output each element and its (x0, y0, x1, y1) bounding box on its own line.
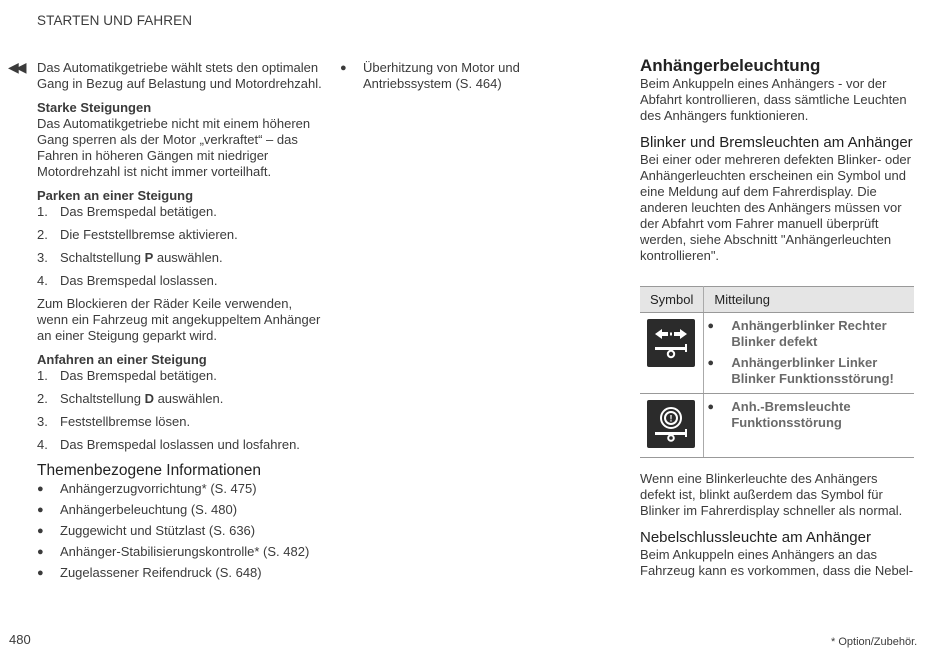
related-link[interactable]: ● Zugelassener Reifendruck (S. 648) (37, 565, 262, 580)
list-item: 3. Feststellbremse lösen. (37, 414, 191, 429)
related-link[interactable]: ● Überhitzung von Motor und Antriebssystem (S. 464) (340, 60, 520, 91)
message-item: ● Anhängerblinker Linker Blinker Funktionsstörung! (707, 355, 894, 386)
table-row (640, 394, 914, 458)
list-item: 1. Das Bremspedal betätigen. (37, 204, 217, 219)
column-left (37, 60, 322, 586)
list-item: 4. Das Bremspedal loslassen. (37, 273, 218, 288)
col-message-header: Mitteilung (704, 287, 914, 313)
park-heading: Parken an einer Steigung (37, 188, 194, 203)
message-item: ● Anhängerblinker Rechter Blinker defekt (707, 318, 887, 349)
section-title: Anhängerbeleuchtung (640, 56, 821, 75)
list-item: 1. Das Bremspedal betätigen. (37, 368, 217, 383)
section-intro: Beim Ankuppeln eines Anhängers - vor der Abfahrt kontrollieren, dass sämtliche Leuchten des Anhängers funktionieren. (640, 76, 907, 123)
trailer-brake-light-icon (647, 400, 695, 448)
col-symbol-header: Symbol (640, 287, 704, 313)
column-middle (340, 60, 610, 97)
blinker-heading: Blinker und Bremsleuchten am Anhänger (640, 134, 913, 151)
related-heading: Themenbezogene Informationen (37, 462, 262, 479)
table-row (640, 313, 914, 394)
message-item: ● Anh.-Bremsleuchte Funktionsstörung (707, 399, 851, 430)
park-note: Zum Blockieren der Räder Keile verwenden, wenn ein Fahrzeug mit angekuppeltem Anhänger an einer Steigung geparkt wird. (37, 296, 321, 343)
list-item: 3. Schaltstellung P auswählen. (37, 250, 223, 265)
svg-text:!: ! (669, 413, 673, 424)
start-steps (37, 368, 322, 453)
list-item: 2. Schaltstellung D auswählen. (37, 391, 224, 406)
related-links-cont (340, 60, 610, 92)
related-link[interactable]: ● Anhänger-Stabilisierungskontrolle* (S. 482) (37, 544, 310, 559)
park-steps (37, 204, 322, 289)
footnote: * Option/Zubehör. (831, 636, 918, 648)
steep-paragraph: Das Automatikgetriebe nicht mit einem höheren Gang sperren als der Motor „verkraftet“ – das Fahren in höheren Gängen mit niedriger Motordrehzahl ist nicht immer vorteilhaft. (37, 116, 311, 179)
start-heading: Anfahren an einer Steigung (37, 352, 207, 367)
column-right (640, 58, 915, 579)
related-link[interactable]: ● Anhängerzugvorrichtung* (S. 475) (37, 481, 257, 496)
trailer-turn-signal-icon (647, 319, 695, 367)
fog-heading: Nebelschlussleuchte am Anhänger (640, 529, 871, 546)
continued-marker-icon: ◀◀ (8, 59, 24, 75)
steep-heading: Starke Steigungen (37, 100, 152, 115)
blinker-paragraph: Bei einer oder mehreren defekten Blinker- oder Anhängerleuchten erscheinen ein Symbol und eine Meldung auf dem Fahrerdisplay. Die anderen leuchten des Anhängers müssen vor der Abfahrt vom Fahrer manuell überprüft werden, siehe Abschnitt "Anhängerleuchten kontrollieren". (640, 152, 911, 263)
intro-paragraph: Das Automatikgetriebe wählt stets den optimalen Gang in Bezug auf Belastung und Motordrehzahl. (37, 60, 322, 91)
list-item: 4. Das Bremspedal loslassen und losfahren. (37, 437, 300, 452)
fog-paragraph: Beim Ankuppeln eines Anhängers an das Fahrzeug kann es vorkommen, dass die Nebel- (640, 547, 914, 578)
page-header: STARTEN UND FAHREN (37, 13, 193, 28)
page-number: 480 (9, 632, 31, 647)
related-link[interactable]: ● Anhängerbeleuchtung (S. 480) (37, 502, 238, 517)
related-link[interactable]: ● Zuggewicht und Stützlast (S. 636) (37, 523, 256, 538)
list-item: 2. Die Feststellbremse aktivieren. (37, 227, 238, 242)
related-links (37, 481, 322, 581)
symbol-table (640, 286, 914, 458)
after-table-paragraph: Wenn eine Blinkerleuchte des Anhängers defekt ist, blinkt außerdem das Symbol für Blinker im Fahrerdisplay schneller als normal. (640, 471, 903, 518)
